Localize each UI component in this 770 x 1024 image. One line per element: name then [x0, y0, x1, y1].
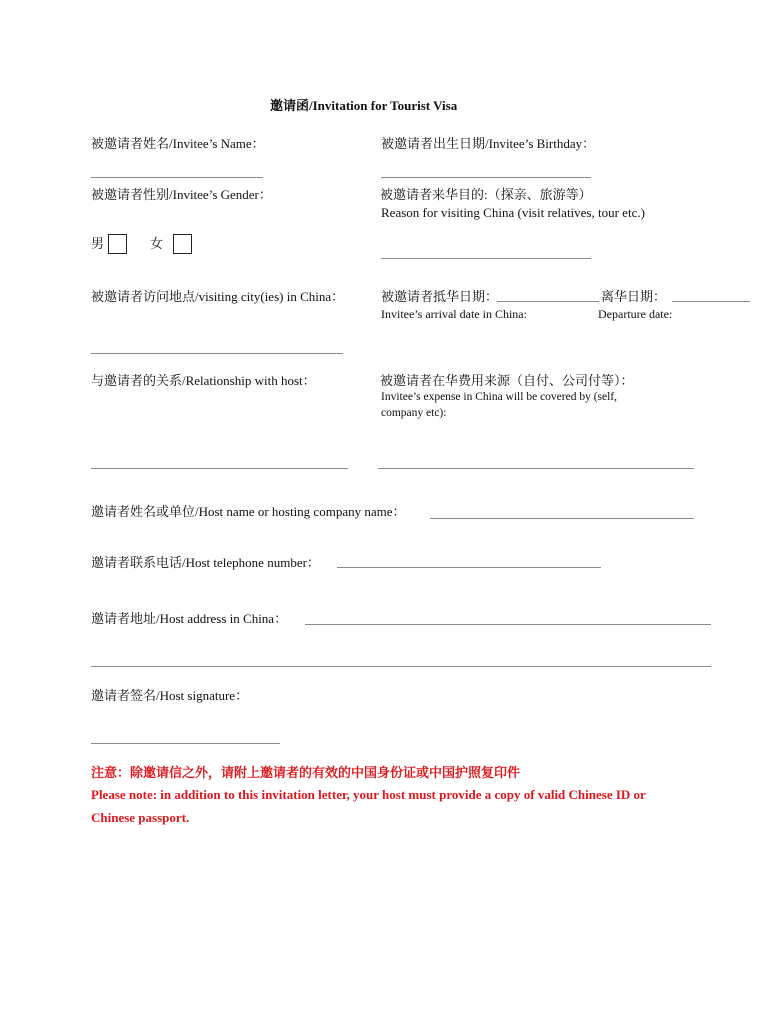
- expense-label-cn: 被邀请者在华费用来源（自付、公司付等）：: [380, 373, 634, 388]
- host-address-field[interactable]: [305, 624, 711, 625]
- host-address-field-line2[interactable]: [91, 666, 711, 667]
- visiting-cities-field[interactable]: [91, 353, 343, 354]
- host-phone-field[interactable]: [337, 567, 601, 568]
- host-signature-label: 邀请者签名/Host signature：: [91, 688, 249, 703]
- gender-female-label: 女: [150, 236, 164, 251]
- visiting-cities-label: 被邀请者访问地点/visiting city(ies) in China：: [91, 289, 345, 304]
- note-cn: 注意：除邀请信之外，请附上邀请者的有效的中国身份证或中国护照复印件: [91, 765, 521, 780]
- arrival-date-label-en: Invitee’s arrival date in China:: [381, 307, 527, 321]
- note-en-line2: Chinese passport.: [91, 810, 190, 825]
- host-address-label: 邀请者地址/Host address in China：: [91, 611, 288, 626]
- expense-label-en-line2: company etc):: [381, 407, 447, 419]
- page-title: 邀请函/Invitation for Tourist Visa: [270, 98, 458, 113]
- relationship-label: 与邀请者的关系/Relationship with host：: [91, 373, 316, 388]
- host-name-label: 邀请者姓名或单位/Host name or hosting company name：: [91, 504, 406, 519]
- visit-purpose-label-en: Reason for visiting China (visit relatives, tour etc.): [381, 205, 645, 220]
- expense-label-en-line1: Invitee’s expense in China will be covered by (self,: [381, 391, 617, 403]
- visit-purpose-label-cn: 被邀请者来华目的:（探亲、旅游等）: [380, 187, 592, 202]
- expense-field[interactable]: [378, 468, 694, 469]
- departure-date-label-cn: 离华日期：: [601, 289, 667, 304]
- invitee-birthday-field[interactable]: [381, 177, 591, 178]
- host-name-field[interactable]: [430, 518, 694, 519]
- invitee-gender-label: 被邀请者性别/Invitee’s Gender：: [91, 187, 272, 202]
- note-en-line1: Please note: in addition to this invitation letter, your host must provide a copy of valid Chinese ID or: [91, 787, 646, 802]
- departure-date-label-en: Departure date:: [598, 307, 673, 321]
- invitee-name-label: 被邀请者姓名/Invitee’s Name：: [91, 136, 265, 151]
- invitee-name-field[interactable]: [91, 177, 263, 178]
- arrival-date-field[interactable]: [497, 301, 599, 302]
- visit-purpose-field[interactable]: [381, 258, 591, 259]
- gender-female-checkbox[interactable]: [173, 234, 192, 254]
- host-signature-field[interactable]: [91, 743, 280, 744]
- departure-date-field[interactable]: [672, 301, 750, 302]
- arrival-date-label-cn: 被邀请者抵华日期：: [381, 289, 499, 304]
- invitee-birthday-label: 被邀请者出生日期/Invitee’s Birthday：: [381, 136, 596, 151]
- relationship-field[interactable]: [91, 468, 348, 469]
- host-phone-label: 邀请者联系电话/Host telephone number：: [91, 555, 320, 570]
- gender-male-checkbox[interactable]: [108, 234, 127, 254]
- gender-male-label: 男: [91, 236, 105, 251]
